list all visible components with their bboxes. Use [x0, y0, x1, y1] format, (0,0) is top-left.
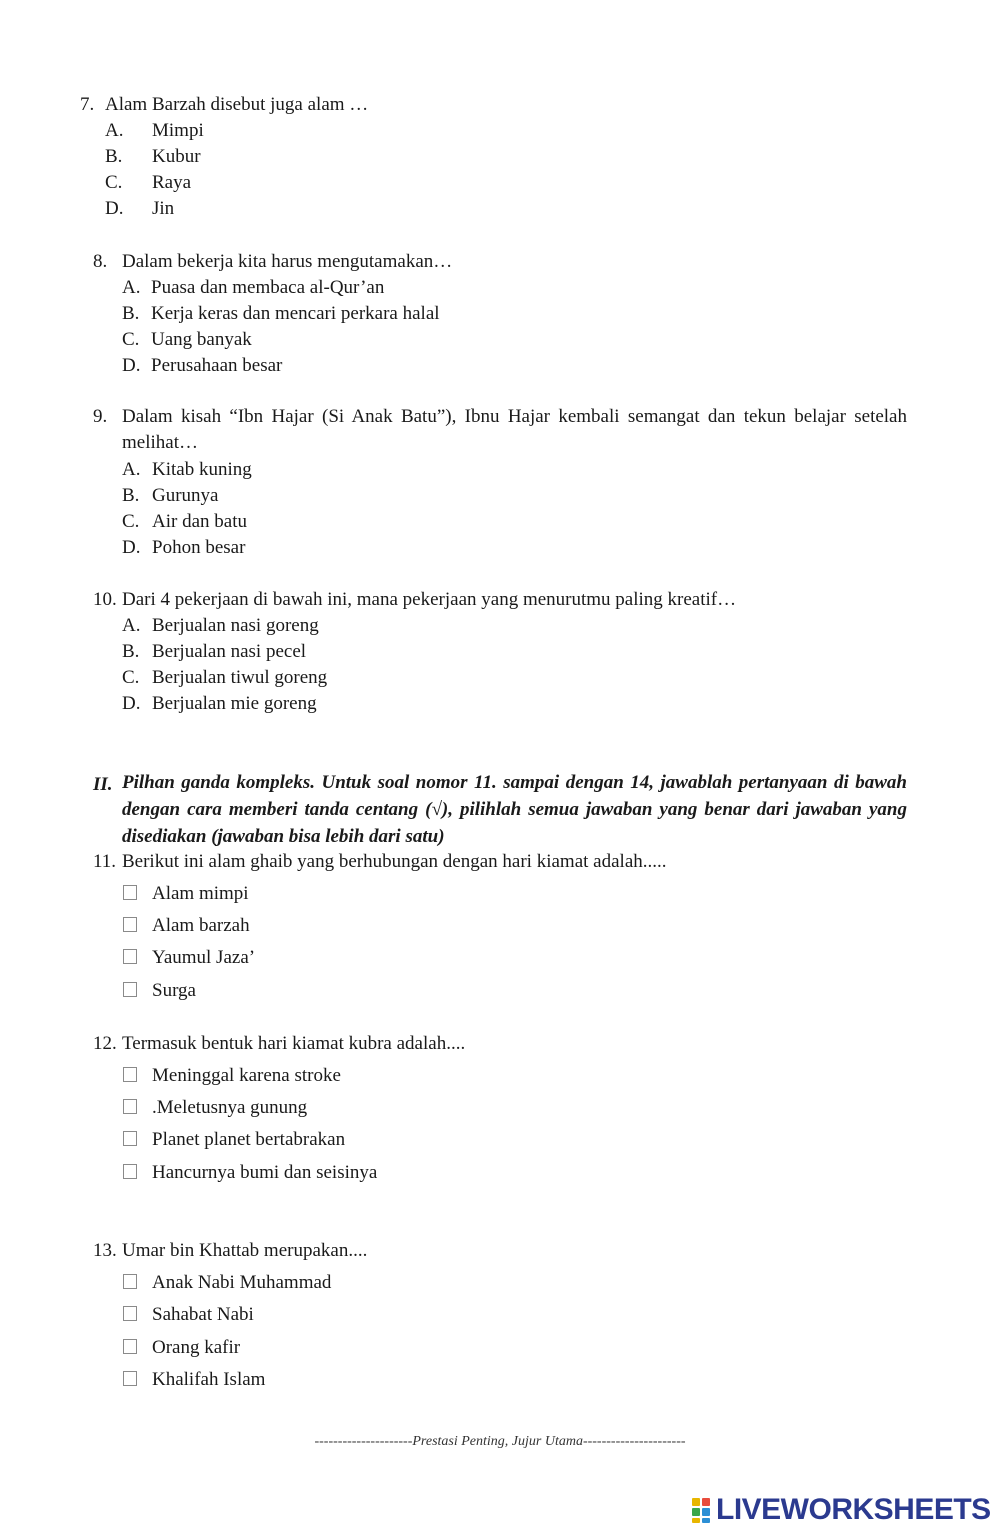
q12-opt-3: Planet planet bertabrakan — [152, 1129, 346, 1150]
q13-checkbox-3[interactable] — [123, 1339, 137, 1354]
q13-number: 13. — [93, 1240, 117, 1261]
q8-opt-d[interactable]: Perusahaan besar — [151, 355, 283, 376]
q8-opt-c[interactable]: Uang banyak — [151, 329, 252, 350]
q11-opt-4: Surga — [152, 980, 196, 1001]
q9-opt-b-letter: B. — [122, 485, 140, 506]
q11-checkbox-1[interactable] — [123, 885, 137, 900]
section2-roman: II. — [93, 774, 113, 795]
q7-opt-a[interactable]: Mimpi — [152, 120, 204, 141]
q13-opt-4: Khalifah Islam — [152, 1369, 266, 1390]
q12-text: Termasuk bentuk hari kiamat kubra adalah.... — [122, 1033, 466, 1054]
q9-opt-d[interactable]: Pohon besar — [152, 537, 246, 558]
q10-opt-a[interactable]: Berjualan nasi goreng — [152, 615, 319, 636]
section2-instruction: Pilhan ganda kompleks. Untuk soal nomor 11. sampai dengan 14, jawablah pertanyaan di bawah dengan cara memberi tanda centang (√), pilihlah semua jawaban yang benar dari jawaban yang disediakan (jawaban bisa lebih dari satu) — [122, 772, 907, 847]
q7-number: 7. — [80, 94, 95, 115]
q7-opt-d-letter: D. — [105, 198, 124, 219]
q10-opt-b-letter: B. — [122, 641, 140, 662]
q10-text: Dari 4 pekerjaan di bawah ini, mana pekerjaan yang menurutmu paling kreatif… — [122, 589, 737, 610]
q11-opt-2: Alam barzah — [152, 915, 250, 936]
q8-opt-d-letter: D. — [122, 355, 141, 376]
q11-opt-3: Yaumul Jaza’ — [152, 947, 256, 968]
q13-opt-3: Orang kafir — [152, 1337, 241, 1358]
q11-checkbox-4[interactable] — [123, 982, 137, 997]
logo-text: LIVEWORKSHEETS — [716, 1493, 991, 1526]
q8-opt-c-letter: C. — [122, 329, 140, 350]
q12-opt-1: Meninggal karena stroke — [152, 1065, 341, 1086]
q7-opt-b[interactable]: Kubur — [152, 146, 201, 167]
q13-opt-2: Sahabat Nabi — [152, 1304, 254, 1325]
q13-opt-1: Anak Nabi Muhammad — [152, 1272, 332, 1293]
q10-opt-c-letter: C. — [122, 667, 140, 688]
q12-checkbox-4[interactable] — [123, 1164, 137, 1179]
q12-checkbox-3[interactable] — [123, 1131, 137, 1146]
q7-opt-a-letter: A. — [105, 120, 124, 141]
q11-number: 11. — [93, 851, 117, 872]
q9-opt-c-letter: C. — [122, 511, 140, 532]
q10-opt-d-letter: D. — [122, 693, 141, 714]
q8-opt-b[interactable]: Kerja keras dan mencari perkara halal — [151, 303, 440, 324]
q8-opt-a[interactable]: Puasa dan membaca al-Qur’an — [151, 277, 385, 298]
q10-opt-d[interactable]: Berjualan mie goreng — [152, 693, 317, 714]
q12-checkbox-1[interactable] — [123, 1067, 137, 1082]
q11-checkbox-2[interactable] — [123, 917, 137, 932]
q8-opt-b-letter: B. — [122, 303, 140, 324]
q9-text: Dalam kisah “Ibn Hajar (Si Anak Batu”), Ibnu Hajar kembali semangat dan tekun belajar setelah melihat… — [122, 406, 907, 453]
q7-opt-c[interactable]: Raya — [152, 172, 192, 193]
q9-opt-c[interactable]: Air dan batu — [152, 511, 247, 532]
liveworksheets-logo[interactable] — [692, 1493, 991, 1527]
q13-checkbox-4[interactable] — [123, 1371, 137, 1386]
q7-text: Alam Barzah disebut juga alam … — [105, 94, 369, 115]
q9-number: 9. — [93, 406, 108, 427]
q12-opt-4: Hancurnya bumi dan seisinya — [152, 1162, 378, 1183]
q9-opt-d-letter: D. — [122, 537, 141, 558]
q7-opt-c-letter: C. — [105, 172, 123, 193]
q7-opt-d[interactable]: Jin — [152, 198, 175, 219]
q13-text: Umar bin Khattab merupakan.... — [122, 1240, 368, 1261]
q11-opt-1: Alam mimpi — [152, 883, 249, 904]
q9-opt-a-letter: A. — [122, 459, 141, 480]
q8-opt-a-letter: A. — [122, 277, 141, 298]
page-footer: ---------------------Prestasi Penting, Jujur Utama---------------------- — [314, 1434, 686, 1449]
q13-checkbox-1[interactable] — [123, 1274, 137, 1289]
logo-blocks-icon — [692, 1496, 712, 1524]
q9-opt-b[interactable]: Gurunya — [152, 485, 219, 506]
q11-checkbox-3[interactable] — [123, 949, 137, 964]
q12-checkbox-2[interactable] — [123, 1099, 137, 1114]
q10-opt-b[interactable]: Berjualan nasi pecel — [152, 641, 307, 662]
q10-number: 10. — [93, 589, 117, 610]
q8-text: Dalam bekerja kita harus mengutamakan… — [122, 251, 453, 272]
q10-opt-a-letter: A. — [122, 615, 141, 636]
q9-opt-a[interactable]: Kitab kuning — [152, 459, 252, 480]
q12-opt-2: .Meletusnya gunung — [152, 1097, 308, 1118]
q12-number: 12. — [93, 1033, 117, 1054]
q8-number: 8. — [93, 251, 108, 272]
q7-opt-b-letter: B. — [105, 146, 123, 167]
q11-text: Berikut ini alam ghaib yang berhubungan dengan hari kiamat adalah..... — [122, 851, 667, 872]
q13-checkbox-2[interactable] — [123, 1306, 137, 1321]
q10-opt-c[interactable]: Berjualan tiwul goreng — [152, 667, 328, 688]
